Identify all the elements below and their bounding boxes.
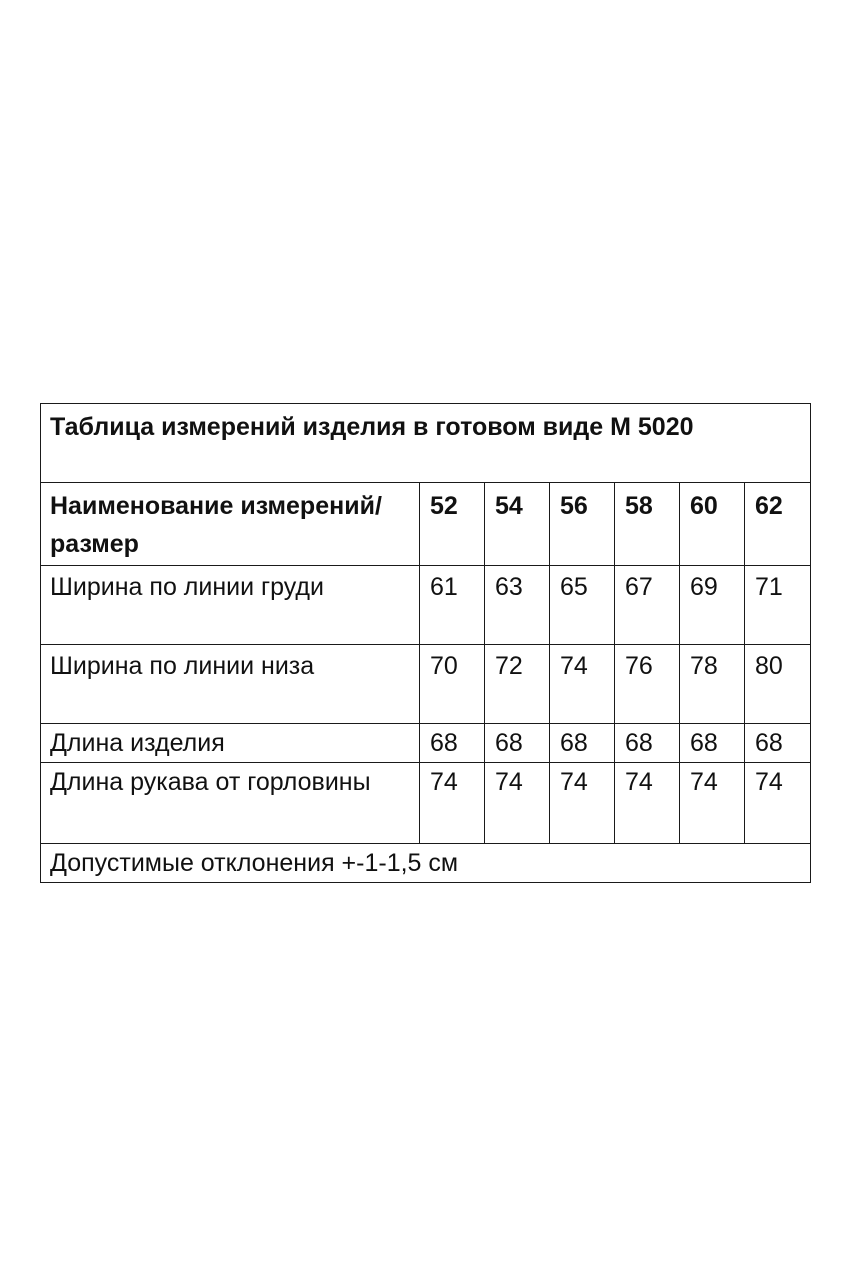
cell-value: 74 <box>550 763 615 844</box>
row-label: Длина рукава от горловины <box>41 763 420 844</box>
cell-value: 70 <box>420 645 485 724</box>
cell-value: 80 <box>745 645 811 724</box>
cell-value: 65 <box>550 566 615 645</box>
tolerance-note: Допустимые отклонения +-1-1,5 см <box>41 844 811 883</box>
cell-value: 74 <box>485 763 550 844</box>
cell-value: 74 <box>745 763 811 844</box>
cell-value: 71 <box>745 566 811 645</box>
size-header-58: 58 <box>615 483 680 566</box>
table-row <box>41 566 811 645</box>
cell-value: 74 <box>420 763 485 844</box>
row-label: Длина изделия <box>41 724 420 763</box>
cell-value: 67 <box>615 566 680 645</box>
cell-value: 74 <box>680 763 745 844</box>
size-header-52: 52 <box>420 483 485 566</box>
table-title: Таблица измерений изделия в готовом виде М 5020 <box>41 404 811 483</box>
size-header-60: 60 <box>680 483 745 566</box>
cell-value: 68 <box>680 724 745 763</box>
cell-value: 68 <box>745 724 811 763</box>
cell-value: 72 <box>485 645 550 724</box>
cell-value: 74 <box>615 763 680 844</box>
row-label: Ширина по линии груди <box>41 566 420 645</box>
measurement-table <box>40 403 811 883</box>
cell-value: 68 <box>420 724 485 763</box>
size-header-54: 54 <box>485 483 550 566</box>
cell-value: 78 <box>680 645 745 724</box>
cell-value: 74 <box>550 645 615 724</box>
cell-value: 76 <box>615 645 680 724</box>
cell-value: 63 <box>485 566 550 645</box>
table-row <box>41 645 811 724</box>
size-header-56: 56 <box>550 483 615 566</box>
size-header-62: 62 <box>745 483 811 566</box>
header-label: Наименование измерений/размер <box>41 483 420 566</box>
table-row <box>41 763 811 844</box>
cell-value: 68 <box>550 724 615 763</box>
cell-value: 68 <box>615 724 680 763</box>
table-row <box>41 724 811 763</box>
cell-value: 68 <box>485 724 550 763</box>
header-row <box>41 483 811 566</box>
cell-value: 61 <box>420 566 485 645</box>
cell-value: 69 <box>680 566 745 645</box>
row-label: Ширина по линии низа <box>41 645 420 724</box>
